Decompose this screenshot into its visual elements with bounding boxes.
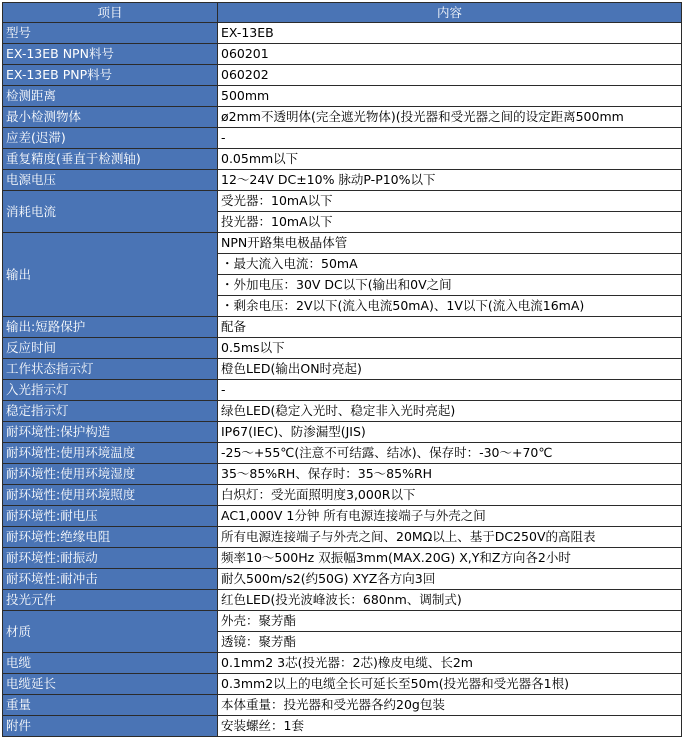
row-label: 耐环境性:使用环境温度 <box>3 443 218 464</box>
row-label: 输出 <box>3 233 218 317</box>
table-row <box>3 107 682 128</box>
table-row <box>3 485 682 506</box>
table-row <box>3 443 682 464</box>
row-value: ・外加电压：30V DC以下(输出和0V之间 <box>218 275 682 296</box>
row-value: 安装螺丝：1套 <box>218 716 682 737</box>
row-label: 最小检测物体 <box>3 107 218 128</box>
row-value: NPN开路集电极晶体管 <box>218 233 682 254</box>
row-label: 投光元件 <box>3 590 218 611</box>
table-row <box>3 674 682 695</box>
row-value: ø2mm不透明体(完全遮光物体)(投光器和受光器之间的设定距离500mm <box>218 107 682 128</box>
row-label: 耐环境性:耐电压 <box>3 506 218 527</box>
row-value: -25～+55℃(注意不可结露、结冰)、保存时：-30～+70℃ <box>218 443 682 464</box>
table-row <box>3 233 682 254</box>
row-value: 060201 <box>218 44 682 65</box>
spec-table <box>2 2 682 737</box>
table-row <box>3 44 682 65</box>
row-label: 检测距离 <box>3 86 218 107</box>
table-row <box>3 23 682 44</box>
table-row <box>3 401 682 422</box>
table-row <box>3 338 682 359</box>
row-value: 配备 <box>218 317 682 338</box>
row-value: 12～24V DC±10% 脉动P-P10%以下 <box>218 170 682 191</box>
row-value: 橙色LED(输出ON时亮起) <box>218 359 682 380</box>
row-value: 0.3mm2以上的电缆全长可延长至50m(投光器和受光器各1根) <box>218 674 682 695</box>
row-label: 电源电压 <box>3 170 218 191</box>
row-value: 0.1mm2 3芯(投光器：2芯)橡皮电缆、长2m <box>218 653 682 674</box>
row-label: 入光指示灯 <box>3 380 218 401</box>
table-row <box>3 149 682 170</box>
table-row <box>3 170 682 191</box>
row-label: 输出:短路保护 <box>3 317 218 338</box>
row-label: EX-13EB NPN料号 <box>3 44 218 65</box>
row-value: 0.5ms以下 <box>218 338 682 359</box>
table-row <box>3 317 682 338</box>
row-label: 耐环境性:使用环境照度 <box>3 485 218 506</box>
table-row <box>3 359 682 380</box>
row-label: 消耗电流 <box>3 191 218 233</box>
table-row <box>3 548 682 569</box>
table-row <box>3 569 682 590</box>
row-value: 500mm <box>218 86 682 107</box>
row-value: 耐久500m/s2(约50G) XYZ各方向3回 <box>218 569 682 590</box>
row-value: AC1,000V 1分钟 所有电源连接端子与外壳之间 <box>218 506 682 527</box>
table-row <box>3 191 682 212</box>
table-row <box>3 716 682 737</box>
row-value: 本体重量：投光器和受光器各约20g包装 <box>218 695 682 716</box>
row-label: 耐环境性:耐振动 <box>3 548 218 569</box>
row-value: 35～85%RH、保存时：35～85%RH <box>218 464 682 485</box>
row-label: 耐环境性:耐冲击 <box>3 569 218 590</box>
row-value: 白炽灯：受光面照明度3,000R以下 <box>218 485 682 506</box>
table-row <box>3 611 682 632</box>
table-row <box>3 464 682 485</box>
row-label: 稳定指示灯 <box>3 401 218 422</box>
row-label: 反应时间 <box>3 338 218 359</box>
row-value: 投光器：10mA以下 <box>218 212 682 233</box>
row-value: 060202 <box>218 65 682 86</box>
row-label: 电缆延长 <box>3 674 218 695</box>
row-value: 受光器：10mA以下 <box>218 191 682 212</box>
row-value: 外壳：聚芳酯 <box>218 611 682 632</box>
table-row <box>3 128 682 149</box>
row-value: 绿色LED(稳定入光时、稳定非入光时亮起) <box>218 401 682 422</box>
row-value: ・剩余电压：2V以下(流入电流50mA)、1V以下(流入电流16mA) <box>218 296 682 317</box>
table-row <box>3 380 682 401</box>
row-label: 应差(迟滞) <box>3 128 218 149</box>
header-item: 项目 <box>3 3 218 23</box>
table-row <box>3 506 682 527</box>
row-value: 透镜：聚芳酯 <box>218 632 682 653</box>
row-label: 耐环境性:使用环境湿度 <box>3 464 218 485</box>
row-value: 频率10～500Hz 双振幅3mm(MAX.20G) X,Y和Z方向各2小时 <box>218 548 682 569</box>
row-value: EX-13EB <box>218 23 682 44</box>
spec-body <box>3 23 682 737</box>
row-label: 型号 <box>3 23 218 44</box>
header-content: 内容 <box>218 3 682 23</box>
table-row <box>3 695 682 716</box>
row-label: 附件 <box>3 716 218 737</box>
row-label: 重量 <box>3 695 218 716</box>
row-label: 耐环境性:保护构造 <box>3 422 218 443</box>
row-label: 材质 <box>3 611 218 653</box>
table-row <box>3 422 682 443</box>
table-row <box>3 65 682 86</box>
row-value: 0.05mm以下 <box>218 149 682 170</box>
row-value: - <box>218 128 682 149</box>
table-row <box>3 590 682 611</box>
table-row <box>3 653 682 674</box>
row-label: 耐环境性:绝缘电阻 <box>3 527 218 548</box>
table-row <box>3 86 682 107</box>
row-value: 所有电源连接端子与外壳之间、20MΩ以上、基于DC250V的高阻表 <box>218 527 682 548</box>
row-label: EX-13EB PNP料号 <box>3 65 218 86</box>
row-value: IP67(IEC)、防渗漏型(JIS) <box>218 422 682 443</box>
row-value: ・最大流入电流：50mA <box>218 254 682 275</box>
row-label: 工作状态指示灯 <box>3 359 218 380</box>
header-row <box>3 3 682 23</box>
row-value: - <box>218 380 682 401</box>
table-row <box>3 527 682 548</box>
row-label: 电缆 <box>3 653 218 674</box>
row-value: 红色LED(投光波峰波长：680nm、调制式) <box>218 590 682 611</box>
row-label: 重复精度(垂直于检测轴) <box>3 149 218 170</box>
